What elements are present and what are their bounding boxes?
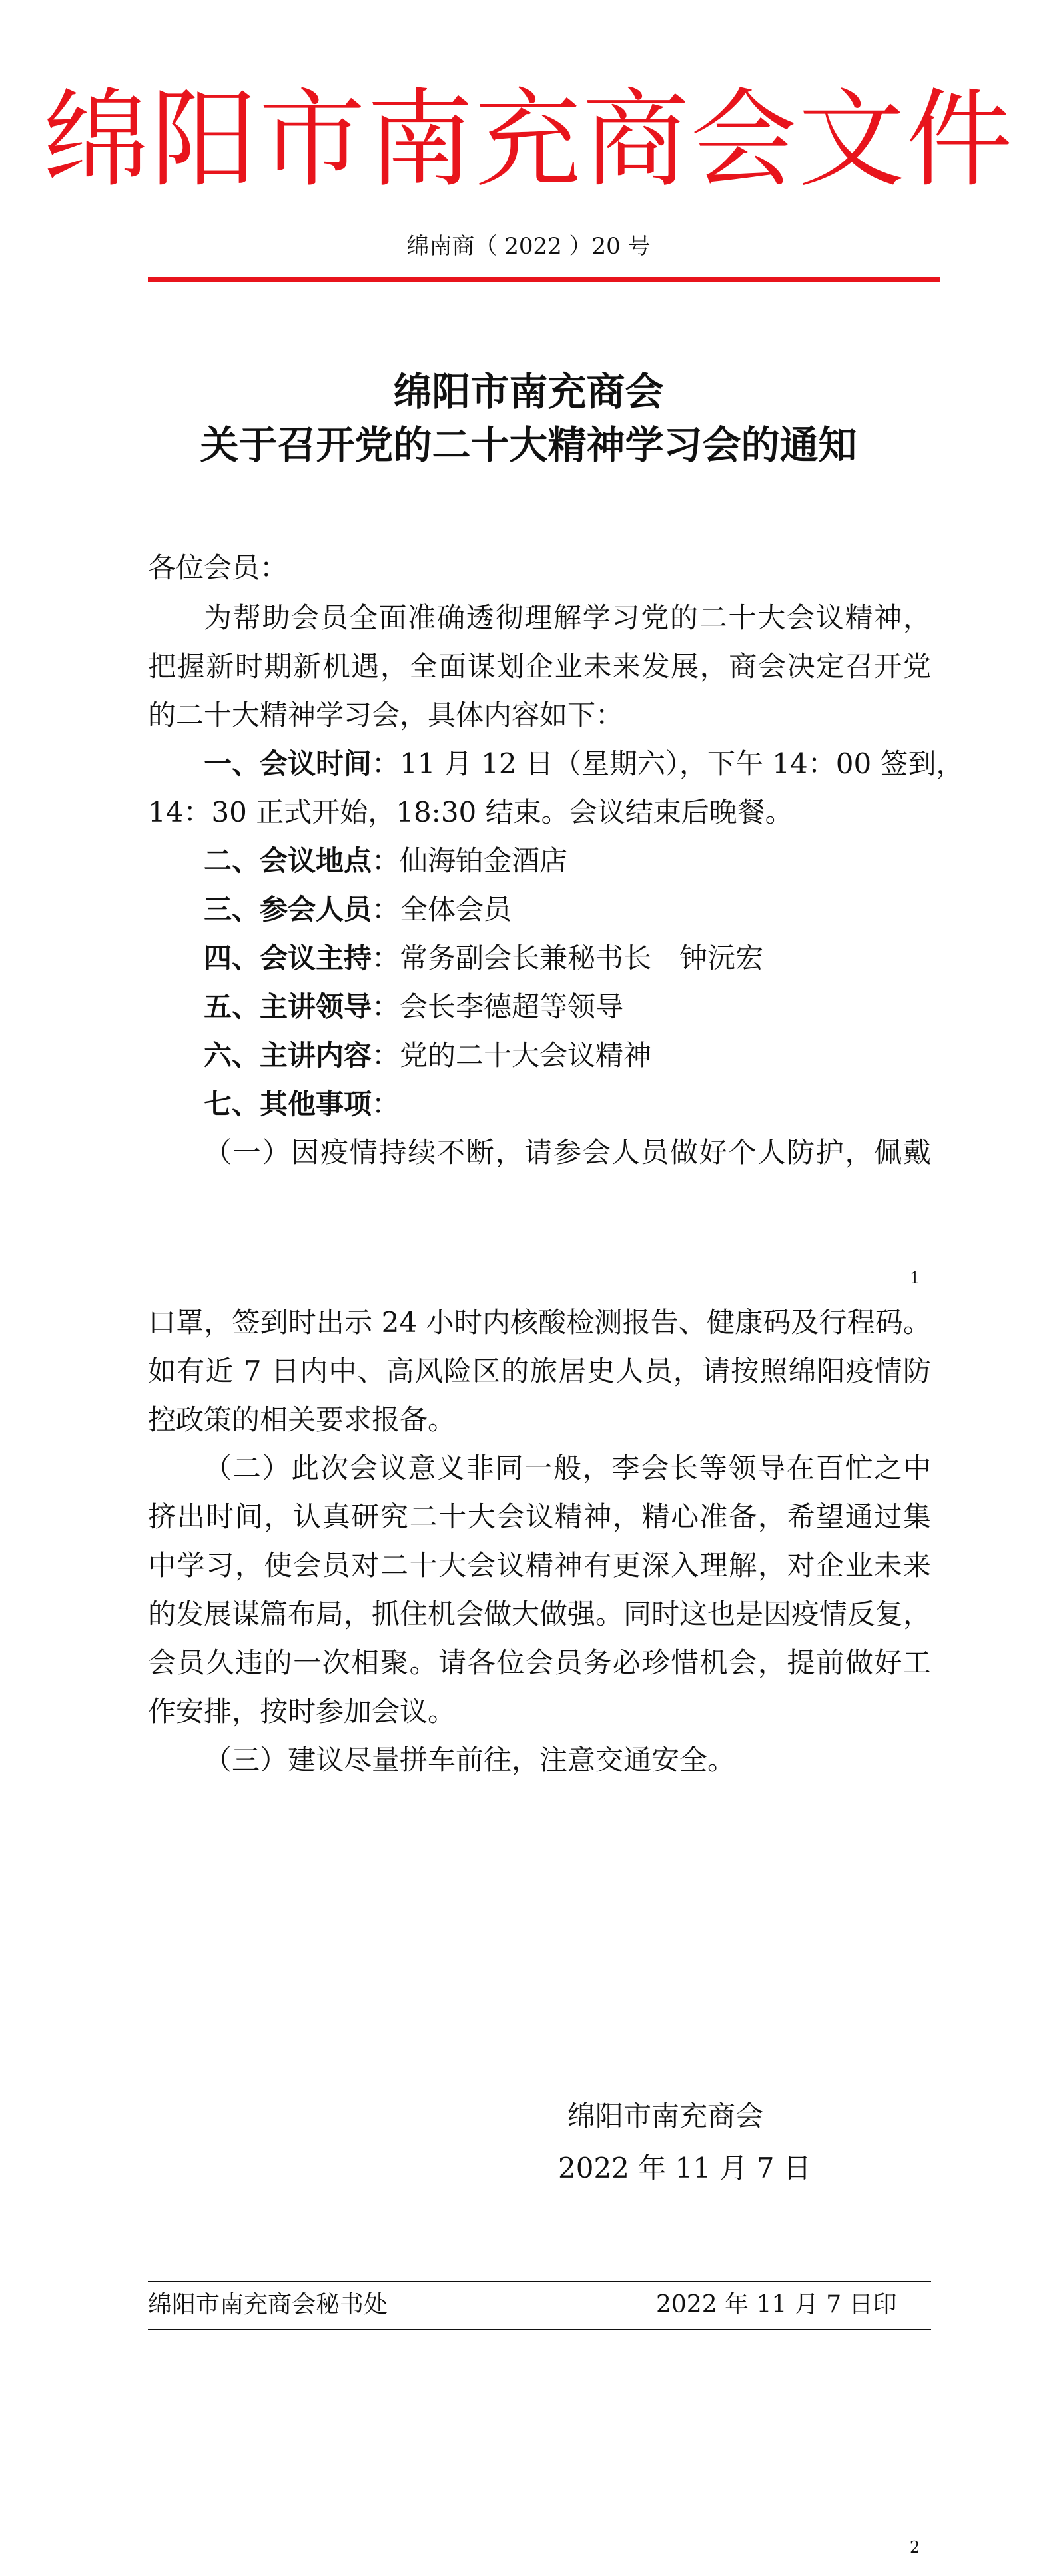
page-number-2: 2 xyxy=(910,2538,920,2557)
item-meeting-time-cont: 14：30 正式开始，18:30 结束。会议结束后晚餐。 xyxy=(148,796,793,828)
item-speaker-text: ：会长李德超等领导 xyxy=(372,990,624,1023)
item-host-text: ：常务副会长兼秘书长 钟沅宏 xyxy=(372,942,764,974)
other-1-line-3: 如有近 7 日内中、高风险区的旅居史人员，请按照绵阳疫情防 xyxy=(148,1355,931,1387)
salutation: 各位会员： xyxy=(148,551,288,584)
item-topic-label: 六、主讲内容 xyxy=(204,1039,372,1072)
other-2-line-1: （二）此次会议意义非同一般，李会长等领导在百忙之中 xyxy=(204,1452,931,1484)
signature-date: 2022 年 11 月 7 日 xyxy=(558,2152,811,2184)
intro-line-1: 为帮助会员全面准确透彻理解学习党的二十大会议精神， xyxy=(204,601,931,634)
page-number-1: 1 xyxy=(910,1269,920,1287)
notice-title-line1: 绵阳市南充商会 xyxy=(393,369,664,414)
other-2-line-5: 会员久违的一次相聚。请各位会员务必珍惜机会，提前做好工 xyxy=(148,1646,931,1679)
other-2-line-6: 作安排，按时参加会议。 xyxy=(148,1695,456,1728)
item-speaker-label: 五、主讲领导 xyxy=(204,990,372,1023)
item-other-matters xyxy=(204,1086,400,1123)
item-attendees-label: 三、参会人员 xyxy=(204,893,372,926)
other-2-line-4: 的发展谋篇布局，抓住机会做大做强。同时这也是因疫情反复， xyxy=(148,1598,932,1630)
item-attendees-text: ：全体会员 xyxy=(372,893,512,926)
item-meeting-time-label: 一、会议时间 xyxy=(204,747,372,780)
footer-bottom-rule xyxy=(148,2329,931,2330)
document-header-title: 绵阳市南充商会文件 xyxy=(43,77,1014,202)
item-meeting-time xyxy=(204,745,964,783)
item-meeting-venue xyxy=(204,842,567,880)
item-meeting-venue-label: 二、会议地点 xyxy=(204,844,372,877)
item-meeting-time-text: ：11 月 12 日（星期六），下午 14：00 签到， xyxy=(372,747,964,780)
other-3-line-1: （三）建议尽量拼车前往，注意交通安全。 xyxy=(204,1744,736,1776)
intro-line-2: 把握新时期新机遇，全面谋划企业未来发展，商会决定召开党 xyxy=(148,650,931,683)
header-red-rule xyxy=(148,277,940,282)
other-1-line-1: （一）因疫情持续不断，请参会人员做好个人防护，佩戴 xyxy=(204,1136,931,1169)
footer-issuer: 绵阳市南充商会秘书处 xyxy=(148,2291,388,2318)
item-topic-text: ：党的二十大会议精神 xyxy=(372,1039,652,1072)
item-host xyxy=(204,940,763,977)
item-speaker xyxy=(204,988,623,1026)
intro-line-3: 的二十大精神学习会，具体内容如下： xyxy=(148,699,624,731)
signature-org: 绵阳市南充商会 xyxy=(567,2100,764,2132)
notice-title-line2: 关于召开党的二十大精神学习会的通知 xyxy=(200,422,857,468)
other-2-line-3: 中学习，使会员对二十大会议精神有更深入理解，对企业未来 xyxy=(148,1549,931,1582)
other-1-line-4: 控政策的相关要求报备。 xyxy=(148,1403,456,1436)
other-2-line-2: 挤出时间，认真研究二十大会议精神，精心准备，希望通过集 xyxy=(148,1500,931,1533)
item-topic xyxy=(204,1037,651,1074)
item-meeting-venue-text: ：仙海铂金酒店 xyxy=(372,844,568,877)
footer-top-rule xyxy=(148,2281,931,2282)
document-number: 绵南商（ 2022 ）20 号 xyxy=(406,233,651,260)
other-1-line-2: 口罩，签到时出示 24 小时内核酸检测报告、健康码及行程码。 xyxy=(148,1306,931,1339)
item-other-matters-text: ： xyxy=(372,1088,400,1120)
item-attendees xyxy=(204,891,512,928)
footer-print-date: 2022 年 11 月 7 日印 xyxy=(656,2291,897,2318)
item-host-label: 四、会议主持 xyxy=(204,942,372,974)
item-other-matters-label: 七、其他事项 xyxy=(204,1088,372,1120)
